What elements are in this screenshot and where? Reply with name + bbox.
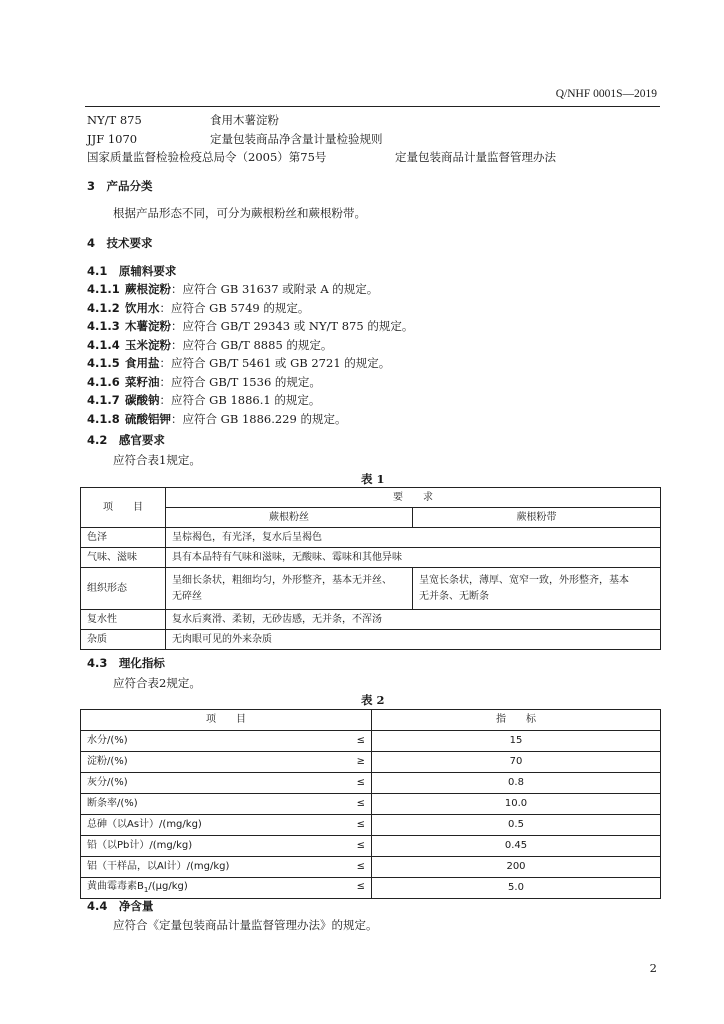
table-1-header-requirement: 要 求 (166, 488, 661, 508)
table-2-header-index: 指 标 (372, 710, 661, 731)
item-label: 断条率/(%) (87, 798, 138, 809)
page-number: 2 (649, 961, 657, 975)
table-row (81, 815, 661, 836)
comparison-symbol: ≤ (356, 880, 365, 892)
table-row (81, 528, 661, 548)
ref-code-3: 国家质量监督检验检疫总局令（2005）第75号 (87, 150, 327, 164)
table-cell: 复水后爽滑、柔韧，无砂齿感，无并条，不浑汤 (166, 610, 661, 630)
ref-title-2: 定量包装商品净含量计量检验规则 (210, 132, 383, 146)
clause-line (125, 411, 346, 427)
table-row (81, 548, 661, 568)
item-label: 灰分/(%) (87, 777, 128, 788)
material-name: 碳酸钠 (125, 393, 160, 407)
clause-text: ：应符合 GB 5749 的规定。 (159, 300, 310, 315)
clause-line (125, 374, 321, 390)
item-label: 淀粉/(%) (87, 756, 128, 767)
clause-number: 4.1.6 (87, 374, 120, 389)
section-3-body: 根据产品形态不同，可分为蕨根粉丝和蕨根粉带。 (113, 206, 366, 220)
item-label: 总砷（以As计）/(mg/kg) (87, 819, 202, 830)
comparison-symbol: ≤ (356, 840, 365, 851)
section-4-1-heading: 4.1 原辅料要求 (87, 264, 177, 278)
cell-line: 无碎丝 (172, 590, 202, 602)
clause-line (125, 318, 413, 334)
table-row (81, 773, 661, 794)
table-cell (81, 731, 372, 752)
clause-line (125, 337, 332, 353)
table-row (81, 630, 661, 650)
item-label: 铅（以Pb计）/(mg/kg) (87, 840, 193, 851)
table-cell: 5.0 (372, 878, 661, 899)
table-cell: 200 (372, 857, 661, 878)
cell-line: 呈宽长条状，薄厚、宽窄一致，外形整齐，基本 (419, 574, 629, 586)
clause-number: 4.1.1 (87, 282, 120, 296)
table-1-header-item: 项 目 (81, 488, 166, 528)
table-row (81, 731, 661, 752)
material-name: 木薯淀粉 (125, 319, 171, 333)
item-label: 铝（干样品，以Al计）/(mg/kg) (87, 861, 230, 872)
section-3-heading: 3 产品分类 (87, 179, 153, 193)
table-row (81, 836, 661, 857)
cell-line: 呈细长条状，粗细均匀，外形整齐，基本无并丝、 (172, 574, 392, 586)
table-cell (81, 752, 372, 773)
table-cell (81, 773, 372, 794)
cell-line: 无并条、无断条 (419, 590, 489, 602)
clause-number: 4.1.8 (87, 411, 120, 426)
table-cell: 70 (372, 752, 661, 773)
clause-text: ：应符合 GB 31637 或附录 A 的规定。 (171, 282, 379, 296)
item-label: 水分/(%) (87, 735, 128, 746)
table-cell (81, 815, 372, 836)
header-rule (85, 106, 660, 107)
table-cell (81, 794, 372, 815)
clause-number: 4.1.3 (87, 319, 120, 333)
material-name: 饮用水 (125, 300, 160, 315)
comparison-symbol: ≤ (356, 861, 365, 872)
subscript: 1 (143, 885, 149, 894)
section-4-3-heading: 4.3 理化指标 (87, 656, 165, 670)
clause-line (125, 355, 390, 371)
table-row (81, 752, 661, 773)
clause-line (125, 300, 309, 316)
table-cell: 具有本品特有气味和滋味，无酸味、霉味和其他异味 (166, 548, 661, 568)
clause-number: 4.1.4 (87, 337, 120, 352)
material-name: 蕨根淀粉 (125, 282, 171, 296)
material-name: 硫酸铝钾 (125, 411, 171, 426)
table-cell: 气味、滋味 (81, 548, 166, 568)
table-cell: 10.0 (372, 794, 661, 815)
comparison-symbol: ≤ (356, 798, 365, 809)
table-cell (81, 857, 372, 878)
table-cell (166, 568, 413, 610)
table-cell: 0.8 (372, 773, 661, 794)
table-row (81, 568, 661, 610)
table-row (81, 878, 661, 899)
table-1-header-col1: 蕨根粉丝 (166, 508, 413, 528)
comparison-symbol: ≤ (356, 819, 365, 830)
physicochemical-table (80, 709, 661, 899)
table-2-caption: 表 2 (361, 693, 385, 707)
table-1-header-col2: 蕨根粉带 (413, 508, 661, 528)
table-row (81, 794, 661, 815)
clause-text: ：应符合 GB/T 5461 或 GB 2721 的规定。 (159, 356, 391, 370)
item-label: 黄曲霉毒素B (87, 880, 144, 892)
table-cell: 色泽 (81, 528, 166, 548)
sensory-table (80, 487, 661, 650)
ref-code-1: NY/T 875 (87, 113, 142, 127)
table-1-caption: 表 1 (361, 472, 385, 486)
table-cell: 杂质 (81, 630, 166, 650)
clause-number: 4.1.7 (87, 393, 120, 407)
table-cell: 0.45 (372, 836, 661, 857)
material-name: 食用盐 (125, 356, 160, 370)
table-row (81, 610, 661, 630)
material-name: 玉米淀粉 (125, 337, 171, 352)
table-cell (413, 568, 661, 610)
table-cell: 0.5 (372, 815, 661, 836)
section-4-2-body: 应符合表1规定。 (113, 453, 201, 467)
clause-text: ：应符合 GB/T 8885 的规定。 (171, 337, 333, 352)
table-cell: 复水性 (81, 610, 166, 630)
table-cell (81, 878, 372, 899)
table-cell: 无肉眼可见的外来杂质 (166, 630, 661, 650)
clause-line (125, 392, 320, 408)
material-name: 菜籽油 (125, 374, 160, 389)
table-cell: 组织形态 (81, 568, 166, 610)
clause-line (125, 281, 378, 297)
clause-text: ：应符合 GB/T 1536 的规定。 (159, 374, 321, 389)
section-4-4-body: 应符合《定量包装商品计量监督管理办法》的规定。 (113, 918, 378, 932)
document-code: Q/NHF 0001S—2019 (555, 88, 657, 100)
clause-number: 4.1.2 (87, 300, 120, 315)
table-2-header-item: 项 目 (81, 710, 372, 731)
ref-title-1: 食用木薯淀粉 (210, 113, 279, 127)
clause-number: 4.1.5 (87, 356, 120, 370)
section-4-2-heading: 4.2 感官要求 (87, 433, 165, 447)
table-cell: 呈棕褐色，有光泽，复水后呈褐色 (166, 528, 661, 548)
ref-code-2: JJF 1070 (87, 132, 138, 146)
section-4-3-body: 应符合表2规定。 (113, 676, 201, 690)
ref-title-3: 定量包装商品计量监督管理办法 (395, 150, 556, 164)
comparison-symbol: ≤ (356, 735, 365, 746)
clause-text: ：应符合 GB/T 29343 或 NY/T 875 的规定。 (171, 319, 414, 333)
comparison-symbol: ≥ (356, 756, 365, 767)
item-unit: /(μg/kg) (148, 880, 188, 892)
table-cell: 15 (372, 731, 661, 752)
section-4-heading: 4 技术要求 (87, 236, 153, 250)
clause-text: ：应符合 GB 1886.229 的规定。 (171, 411, 347, 426)
section-4-4-heading: 4.4 净含量 (87, 899, 154, 913)
table-row (81, 857, 661, 878)
comparison-symbol: ≤ (356, 777, 365, 788)
table-cell (81, 836, 372, 857)
clause-text: ：应符合 GB 1886.1 的规定。 (159, 393, 321, 407)
